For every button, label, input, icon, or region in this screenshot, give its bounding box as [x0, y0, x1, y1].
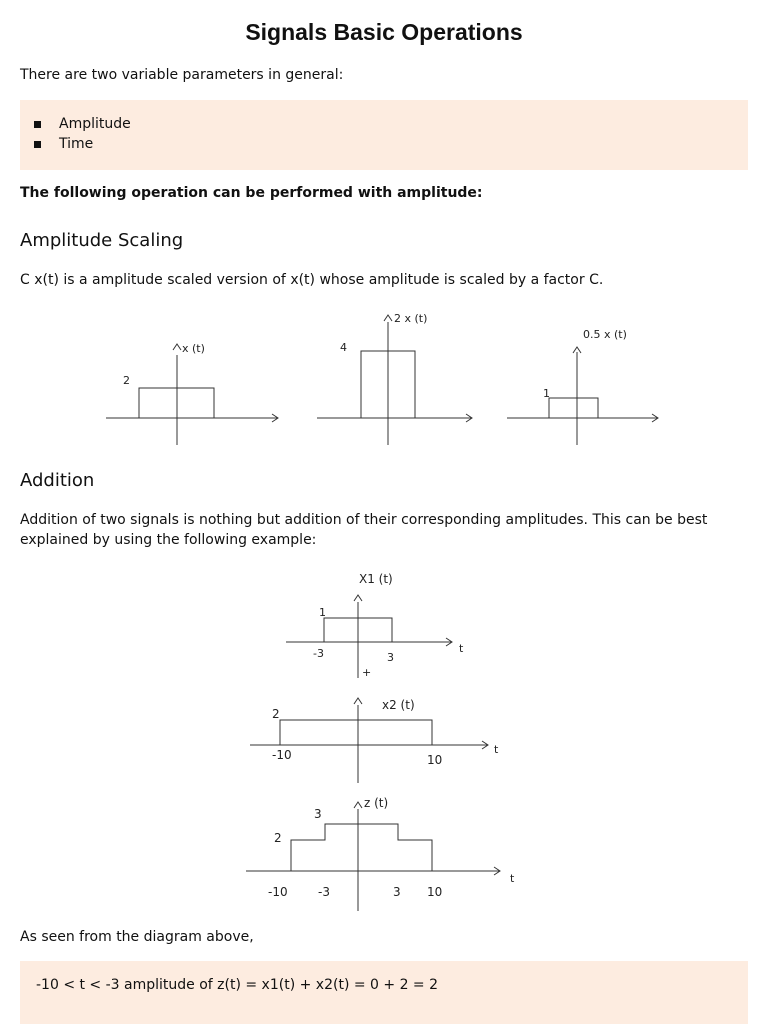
x2-label: x2 (t): [382, 698, 415, 712]
addition-heading: Addition: [20, 470, 95, 491]
plot-label: 0.5 x (t): [583, 328, 627, 341]
z-tick: 3: [393, 885, 401, 899]
x1-label: X1 (t): [359, 572, 393, 586]
intro-text: There are two variable parameters in general:: [20, 67, 344, 83]
x1-left-tick: -3: [313, 647, 324, 660]
plot-level: 4: [340, 341, 347, 354]
z-tick: -10: [268, 885, 288, 899]
list-item: Time: [34, 134, 748, 154]
x1-axis-label: t: [459, 642, 464, 655]
addition-text: Addition of two signals is nothing but addition of their corresponding amplitudes. This can be best explained by using the following example:: [20, 512, 708, 548]
operation-heading: The following operation can be performed with amplitude:: [20, 185, 483, 201]
addition-figure: [0, 565, 768, 920]
plot-label: 2 x (t): [394, 312, 428, 325]
x2-right-tick: 10: [427, 753, 443, 767]
list-item: Amplitude: [34, 114, 748, 134]
page-title: Signals Basic Operations: [245, 19, 523, 45]
x1-right-tick: 3: [387, 651, 394, 664]
equation-text: -10 < t < -3 amplitude of z(t) = x1(t) + x2(t) = 0 + 2 = 2: [36, 977, 439, 993]
parameter-list: [20, 100, 748, 154]
z-tick: -3: [318, 885, 330, 899]
equation-box: [20, 961, 748, 1024]
z-tick: 10: [427, 885, 443, 899]
x2-level: 2: [272, 707, 280, 721]
plus-sign: +: [362, 666, 372, 679]
z-label: z (t): [364, 796, 389, 810]
amplitude-scaling-figure: [0, 300, 768, 460]
bullet-square-icon: [34, 121, 41, 128]
amplitude-scaling-heading: Amplitude Scaling: [20, 230, 184, 251]
bullet-square-icon: [34, 141, 41, 148]
plot-level: 2: [123, 374, 130, 387]
amplitude-scaling-text: C x(t) is a amplitude scaled version of x(t) whose amplitude is scaled by a factor C.: [20, 272, 604, 288]
seen-text: As seen from the diagram above,: [20, 929, 254, 945]
x2-axis-label: t: [494, 743, 499, 756]
x2-left-tick: -10: [272, 748, 292, 762]
plot-level: 1: [543, 387, 550, 400]
plot-label: x (t): [182, 342, 205, 355]
z-axis-label: t: [510, 872, 515, 885]
z-level-high: 3: [314, 807, 322, 821]
x1-level: 1: [319, 606, 326, 619]
z-level-low: 2: [274, 831, 282, 845]
parameter-box: [20, 100, 748, 170]
